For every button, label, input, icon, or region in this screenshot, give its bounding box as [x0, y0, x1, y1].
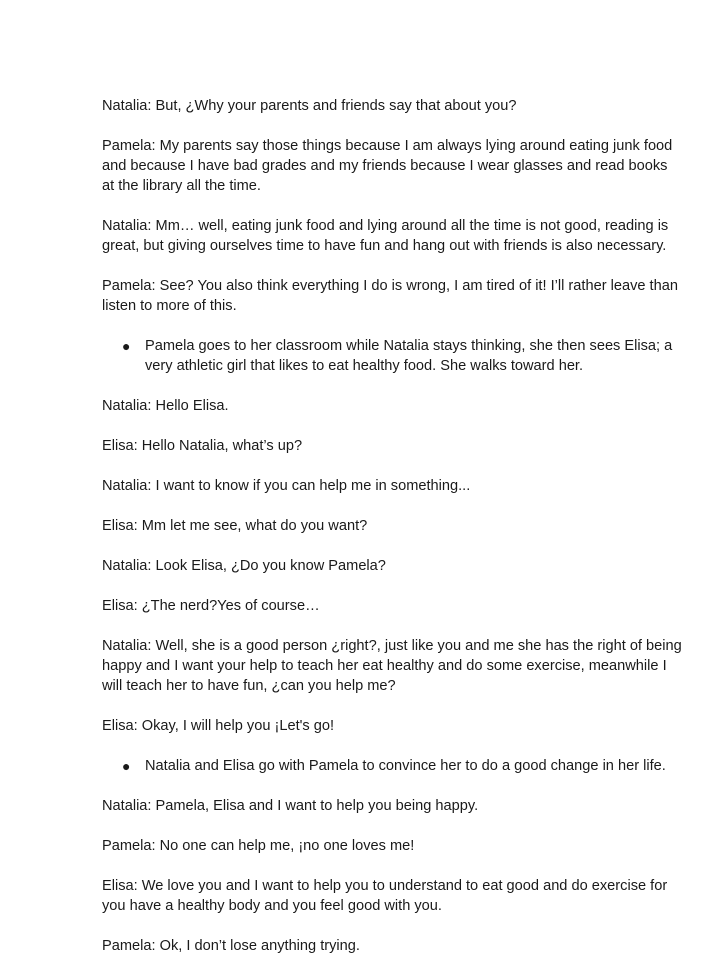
dialogue-line: Elisa: ¿The nerd?Yes of course…	[102, 598, 320, 614]
dialogue-line: Natalia: Hello Elisa.	[102, 398, 229, 414]
dialogue-line: Natalia: Pamela, Elisa and I want to help you being happy.	[102, 798, 479, 814]
dialogue-line: Elisa: Mm let me see, what do you want?	[102, 518, 368, 534]
dialogue-line: Pamela: My parents say those things because I am always lying around eating junk food and because I have bad grades and my friends because I wear glasses and read books at the library all the time.	[102, 138, 673, 194]
bullet-icon: ●	[122, 758, 131, 774]
dialogue-line: Elisa: Hello Natalia, what’s up?	[102, 438, 303, 454]
stage-direction-text: Pamela goes to her classroom while Natalia stays thinking, she then sees Elisa; a very athletic girl that likes to eat healthy food. She walks toward her.	[145, 338, 673, 374]
dialogue-line: Natalia: I want to know if you can help me in something...	[102, 478, 471, 494]
stage-direction-bullet	[102, 336, 682, 376]
document-page	[102, 96, 682, 976]
bullet-icon: ●	[122, 338, 131, 354]
dialogue-line: Pamela: No one can help me, ¡no one loves me!	[102, 838, 415, 854]
dialogue-line: Elisa: We love you and I want to help you to understand to eat good and do exercise for you have a healthy body and you feel good with you.	[102, 878, 668, 914]
dialogue-line: Natalia: But, ¿Why your parents and friends say that about you?	[102, 98, 517, 114]
dialogue-line: Elisa: Okay, I will help you ¡Let's go!	[102, 718, 335, 734]
dialogue-line: Natalia: Mm… well, eating junk food and lying around all the time is not good, reading is great, but giving ourselves time to have fun and hang out with friends is also necessary.	[102, 218, 669, 254]
stage-direction-text: Natalia and Elisa go with Pamela to convince her to do a good change in her life.	[145, 758, 666, 774]
dialogue-line: Pamela: Ok, I don’t lose anything trying.	[102, 938, 360, 954]
dialogue-line: Natalia: Well, she is a good person ¿right?, just like you and me she has the right of being happy and I want your help to teach her eat healthy and do some exercise, meanwhile I will teach her to have fun, ¿can you help me?	[102, 638, 682, 694]
dialogue-line: Pamela: See? You also think everything I do is wrong, I am tired of it! I’ll rather leave than listen to more of this.	[102, 278, 678, 314]
dialogue-line: Natalia: Look Elisa, ¿Do you know Pamela?	[102, 558, 386, 574]
stage-direction-bullet	[102, 756, 682, 776]
